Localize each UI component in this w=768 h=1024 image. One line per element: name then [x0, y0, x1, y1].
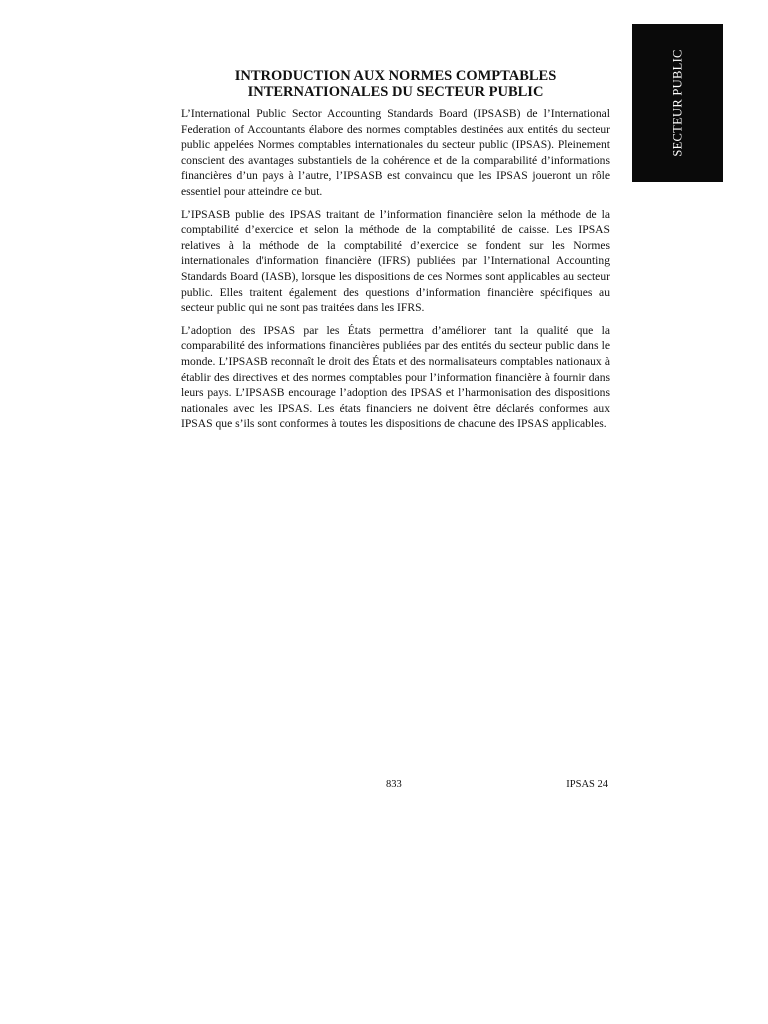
paragraph-3: L’adoption des IPSAS par les États permettra d’améliorer tant la qualité que la comparabilité des informations financières publiées par des entités du secteur public dans le monde. L’IPSASB reconnaît le droit des États et des normalisateurs comptables nationaux à établir des directives et des normes comptables pour l’information financière à fournir dans leurs pays. L’IPSASB encourage l’adoption des IPSAS et l’harmonisation des dispositions nationales avec les IPSAS. Les états financiers ne doivent être déclarés conformes aux IPSAS que s’ils sont conformes à toutes les dispositions de chacune des IPSAS applicables.	[181, 323, 610, 431]
document-title-line-1: INTRODUCTION AUX NORMES COMPTABLES	[234, 68, 557, 84]
document-title-line-2: INTERNATIONALES DU SECTEUR PUBLIC	[247, 84, 544, 100]
page-number: 833	[386, 779, 402, 790]
page-footer	[181, 779, 610, 795]
section-tab-label: SECTEUR PUBLIC	[670, 49, 684, 157]
standard-reference: IPSAS 24	[566, 779, 608, 790]
paragraph-1: L’International Public Sector Accounting Standards Board (IPSASB) de l’International Federation of Accountants élabore des normes comptables destinées aux entités du secteur public appelées Normes comptables internationales du secteur public (IPSAS). Pleinement conscient des avantages substantiels de la cohérence et de la comparabilité d’informations financières d’un pays à l’autre, l’IPSASB est convaincu que les IPSAS joueront un rôle essentiel pour atteindre ce but.	[181, 107, 610, 198]
document-body	[181, 68, 610, 439]
section-tab	[632, 24, 723, 182]
document-title	[181, 68, 610, 100]
paragraph-2: L’IPSASB publie des IPSAS traitant de l’information financière selon la méthode de la comptabilité d’exercice et selon la méthode de la comptabilité de caisse. Les IPSAS relatives à la méthode de la comptabilité d’exercice se fondent sur les Normes internationales d'information financière (IFRS) publiées par l’International Accounting Standards Board (IASB), lorsque les dispositions de ces Normes sont applicables au secteur public. Elles traitent également des questions d’information financière spécifiques au secteur public qui ne sont pas traitées dans les IFRS.	[181, 207, 610, 315]
